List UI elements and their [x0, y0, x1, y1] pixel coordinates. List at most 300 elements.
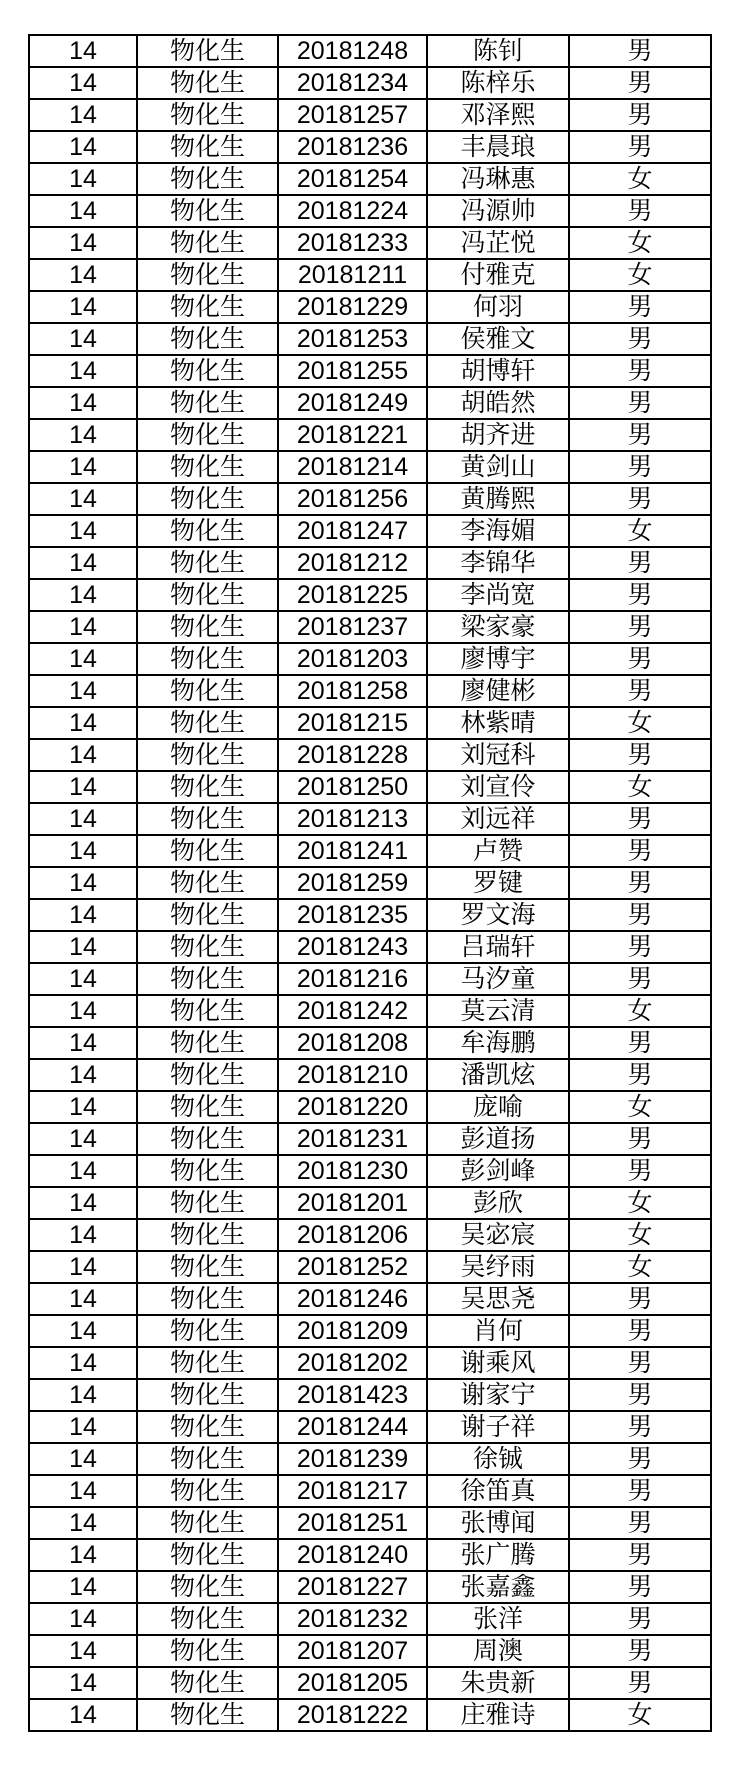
student-name-cell: 冯琳惠: [427, 163, 569, 195]
gender-cell: 男: [569, 1315, 711, 1347]
class-number-cell: 14: [29, 1443, 137, 1475]
student-id-cell: 20181232: [278, 1603, 427, 1635]
gender-cell: 男: [569, 1603, 711, 1635]
class-number-cell: 14: [29, 419, 137, 451]
student-name-cell: 张广腾: [427, 1539, 569, 1571]
subject-combination-cell: 物化生: [137, 195, 278, 227]
subject-combination-cell: 物化生: [137, 963, 278, 995]
class-number-cell: 14: [29, 611, 137, 643]
student-name-cell: 罗文海: [427, 899, 569, 931]
table-row: [29, 1699, 711, 1731]
subject-combination-cell: 物化生: [137, 1059, 278, 1091]
student-name-cell: 徐铖: [427, 1443, 569, 1475]
table-row: [29, 1091, 711, 1123]
gender-cell: 男: [569, 131, 711, 163]
student-name-cell: 邓泽熙: [427, 99, 569, 131]
subject-combination-cell: 物化生: [137, 1027, 278, 1059]
class-number-cell: 14: [29, 163, 137, 195]
gender-cell: 男: [569, 451, 711, 483]
subject-combination-cell: 物化生: [137, 515, 278, 547]
student-id-cell: 20181228: [278, 739, 427, 771]
class-number-cell: 14: [29, 1059, 137, 1091]
table-row: [29, 1379, 711, 1411]
student-name-cell: 林紫晴: [427, 707, 569, 739]
gender-cell: 女: [569, 1091, 711, 1123]
student-id-cell: 20181249: [278, 387, 427, 419]
gender-cell: 男: [569, 1539, 711, 1571]
class-number-cell: 14: [29, 291, 137, 323]
table-row: [29, 131, 711, 163]
subject-combination-cell: 物化生: [137, 131, 278, 163]
gender-cell: 男: [569, 99, 711, 131]
subject-combination-cell: 物化生: [137, 1283, 278, 1315]
class-number-cell: 14: [29, 131, 137, 163]
gender-cell: 男: [569, 1635, 711, 1667]
student-id-cell: 20181208: [278, 1027, 427, 1059]
student-id-cell: 20181235: [278, 899, 427, 931]
gender-cell: 女: [569, 771, 711, 803]
student-id-cell: 20181242: [278, 995, 427, 1027]
student-name-cell: 李锦华: [427, 547, 569, 579]
table-row: [29, 1635, 711, 1667]
student-name-cell: 刘冠科: [427, 739, 569, 771]
student-name-cell: 张博闻: [427, 1507, 569, 1539]
subject-combination-cell: 物化生: [137, 163, 278, 195]
student-name-cell: 何羽: [427, 291, 569, 323]
table-row: [29, 995, 711, 1027]
subject-combination-cell: 物化生: [137, 547, 278, 579]
subject-combination-cell: 物化生: [137, 835, 278, 867]
gender-cell: 男: [569, 579, 711, 611]
subject-combination-cell: 物化生: [137, 675, 278, 707]
subject-combination-cell: 物化生: [137, 995, 278, 1027]
subject-combination-cell: 物化生: [137, 739, 278, 771]
gender-cell: 男: [569, 1059, 711, 1091]
class-number-cell: 14: [29, 1091, 137, 1123]
student-id-cell: 20181246: [278, 1283, 427, 1315]
student-name-cell: 牟海鹏: [427, 1027, 569, 1059]
class-number-cell: 14: [29, 1539, 137, 1571]
gender-cell: 男: [569, 1507, 711, 1539]
student-id-cell: 20181214: [278, 451, 427, 483]
student-name-cell: 胡皓然: [427, 387, 569, 419]
student-id-cell: 20181229: [278, 291, 427, 323]
student-name-cell: 朱贵新: [427, 1667, 569, 1699]
class-number-cell: 14: [29, 1219, 137, 1251]
student-name-cell: 冯源帅: [427, 195, 569, 227]
gender-cell: 男: [569, 1155, 711, 1187]
student-name-cell: 李尚宽: [427, 579, 569, 611]
class-number-cell: 14: [29, 387, 137, 419]
subject-combination-cell: 物化生: [137, 1667, 278, 1699]
class-number-cell: 14: [29, 1123, 137, 1155]
gender-cell: 男: [569, 1283, 711, 1315]
student-id-cell: 20181252: [278, 1251, 427, 1283]
student-id-cell: 20181423: [278, 1379, 427, 1411]
table-row: [29, 291, 711, 323]
student-id-cell: 20181234: [278, 67, 427, 99]
subject-combination-cell: 物化生: [137, 771, 278, 803]
gender-cell: 女: [569, 515, 711, 547]
table-row: [29, 227, 711, 259]
subject-combination-cell: 物化生: [137, 483, 278, 515]
student-name-cell: 庞喻: [427, 1091, 569, 1123]
class-number-cell: 14: [29, 803, 137, 835]
gender-cell: 女: [569, 1699, 711, 1731]
subject-combination-cell: 物化生: [137, 579, 278, 611]
student-id-cell: 20181221: [278, 419, 427, 451]
class-number-cell: 14: [29, 1187, 137, 1219]
table-row: [29, 1475, 711, 1507]
student-id-cell: 20181216: [278, 963, 427, 995]
class-number-cell: 14: [29, 355, 137, 387]
table-row: [29, 803, 711, 835]
gender-cell: 女: [569, 995, 711, 1027]
student-name-cell: 刘宣伶: [427, 771, 569, 803]
table-row: [29, 67, 711, 99]
gender-cell: 男: [569, 195, 711, 227]
gender-cell: 男: [569, 1027, 711, 1059]
student-id-cell: 20181251: [278, 1507, 427, 1539]
student-name-cell: 徐笛真: [427, 1475, 569, 1507]
student-id-cell: 20181209: [278, 1315, 427, 1347]
student-id-cell: 20181210: [278, 1059, 427, 1091]
subject-combination-cell: 物化生: [137, 867, 278, 899]
table-row: [29, 195, 711, 227]
student-name-cell: 侯雅文: [427, 323, 569, 355]
student-id-cell: 20181230: [278, 1155, 427, 1187]
table-row: [29, 707, 711, 739]
subject-combination-cell: 物化生: [137, 1251, 278, 1283]
gender-cell: 女: [569, 1219, 711, 1251]
subject-combination-cell: 物化生: [137, 291, 278, 323]
student-id-cell: 20181253: [278, 323, 427, 355]
class-number-cell: 14: [29, 99, 137, 131]
class-number-cell: 14: [29, 1315, 137, 1347]
subject-combination-cell: 物化生: [137, 355, 278, 387]
student-name-cell: 梁家豪: [427, 611, 569, 643]
student-name-cell: 吴纾雨: [427, 1251, 569, 1283]
subject-combination-cell: 物化生: [137, 1507, 278, 1539]
student-name-cell: 吴宓宸: [427, 1219, 569, 1251]
subject-combination-cell: 物化生: [137, 1379, 278, 1411]
subject-combination-cell: 物化生: [137, 1603, 278, 1635]
table-row: [29, 643, 711, 675]
gender-cell: 男: [569, 643, 711, 675]
table-row: [29, 99, 711, 131]
table-row: [29, 387, 711, 419]
gender-cell: 男: [569, 803, 711, 835]
student-name-cell: 黄剑山: [427, 451, 569, 483]
class-number-cell: 14: [29, 707, 137, 739]
gender-cell: 男: [569, 483, 711, 515]
table-row: [29, 739, 711, 771]
class-number-cell: 14: [29, 579, 137, 611]
student-id-cell: 20181259: [278, 867, 427, 899]
student-id-cell: 20181233: [278, 227, 427, 259]
subject-combination-cell: 物化生: [137, 323, 278, 355]
table-row: [29, 1283, 711, 1315]
table-row: [29, 963, 711, 995]
student-name-cell: 肖何: [427, 1315, 569, 1347]
student-id-cell: 20181205: [278, 1667, 427, 1699]
student-id-cell: 20181240: [278, 1539, 427, 1571]
subject-combination-cell: 物化生: [137, 1347, 278, 1379]
student-id-cell: 20181222: [278, 1699, 427, 1731]
student-id-cell: 20181220: [278, 1091, 427, 1123]
gender-cell: 男: [569, 387, 711, 419]
subject-combination-cell: 物化生: [137, 611, 278, 643]
subject-combination-cell: 物化生: [137, 1219, 278, 1251]
gender-cell: 男: [569, 355, 711, 387]
student-name-cell: 张嘉鑫: [427, 1571, 569, 1603]
table-row: [29, 1251, 711, 1283]
table-row: [29, 931, 711, 963]
gender-cell: 男: [569, 1443, 711, 1475]
class-number-cell: 14: [29, 195, 137, 227]
gender-cell: 男: [569, 1123, 711, 1155]
subject-combination-cell: 物化生: [137, 803, 278, 835]
subject-combination-cell: 物化生: [137, 1699, 278, 1731]
table-row: [29, 163, 711, 195]
table-row: [29, 483, 711, 515]
student-name-cell: 谢乘风: [427, 1347, 569, 1379]
table-row: [29, 1187, 711, 1219]
student-name-cell: 陈梓乐: [427, 67, 569, 99]
student-name-cell: 彭欣: [427, 1187, 569, 1219]
gender-cell: 男: [569, 1571, 711, 1603]
student-id-cell: 20181257: [278, 99, 427, 131]
gender-cell: 男: [569, 739, 711, 771]
student-id-cell: 20181212: [278, 547, 427, 579]
student-id-cell: 20181201: [278, 1187, 427, 1219]
table-row: [29, 1027, 711, 1059]
student-name-cell: 付雅克: [427, 259, 569, 291]
subject-combination-cell: 物化生: [137, 1635, 278, 1667]
student-name-cell: 莫云清: [427, 995, 569, 1027]
student-id-cell: 20181243: [278, 931, 427, 963]
student-roster-table: [28, 34, 712, 1732]
subject-combination-cell: 物化生: [137, 35, 278, 67]
class-number-cell: 14: [29, 67, 137, 99]
class-number-cell: 14: [29, 1475, 137, 1507]
subject-combination-cell: 物化生: [137, 387, 278, 419]
gender-cell: 男: [569, 611, 711, 643]
class-number-cell: 14: [29, 1155, 137, 1187]
subject-combination-cell: 物化生: [137, 451, 278, 483]
student-id-cell: 20181203: [278, 643, 427, 675]
student-name-cell: 吴思尧: [427, 1283, 569, 1315]
gender-cell: 男: [569, 1667, 711, 1699]
student-id-cell: 20181250: [278, 771, 427, 803]
table-row: [29, 867, 711, 899]
gender-cell: 男: [569, 835, 711, 867]
table-row: [29, 1315, 711, 1347]
table-row: [29, 259, 711, 291]
student-id-cell: 20181237: [278, 611, 427, 643]
student-name-cell: 廖健彬: [427, 675, 569, 707]
gender-cell: 女: [569, 227, 711, 259]
gender-cell: 男: [569, 547, 711, 579]
student-id-cell: 20181236: [278, 131, 427, 163]
student-name-cell: 潘凯炫: [427, 1059, 569, 1091]
student-id-cell: 20181254: [278, 163, 427, 195]
subject-combination-cell: 物化生: [137, 899, 278, 931]
table-row: [29, 1539, 711, 1571]
class-number-cell: 14: [29, 1347, 137, 1379]
class-number-cell: 14: [29, 515, 137, 547]
gender-cell: 女: [569, 1251, 711, 1283]
student-name-cell: 廖博宇: [427, 643, 569, 675]
student-name-cell: 马汐童: [427, 963, 569, 995]
student-id-cell: 20181211: [278, 259, 427, 291]
student-id-cell: 20181215: [278, 707, 427, 739]
roster-body: [29, 35, 711, 1731]
student-name-cell: 彭道扬: [427, 1123, 569, 1155]
gender-cell: 男: [569, 291, 711, 323]
class-number-cell: 14: [29, 259, 137, 291]
student-name-cell: 周澳: [427, 1635, 569, 1667]
gender-cell: 男: [569, 963, 711, 995]
class-number-cell: 14: [29, 931, 137, 963]
subject-combination-cell: 物化生: [137, 419, 278, 451]
student-id-cell: 20181206: [278, 1219, 427, 1251]
table-row: [29, 899, 711, 931]
gender-cell: 男: [569, 67, 711, 99]
student-id-cell: 20181256: [278, 483, 427, 515]
class-number-cell: 14: [29, 995, 137, 1027]
student-id-cell: 20181227: [278, 1571, 427, 1603]
student-name-cell: 冯芷悦: [427, 227, 569, 259]
class-number-cell: 14: [29, 1283, 137, 1315]
student-id-cell: 20181224: [278, 195, 427, 227]
class-number-cell: 14: [29, 1667, 137, 1699]
student-name-cell: 李海媚: [427, 515, 569, 547]
table-row: [29, 547, 711, 579]
class-number-cell: 14: [29, 1603, 137, 1635]
subject-combination-cell: 物化生: [137, 1443, 278, 1475]
table-row: [29, 1219, 711, 1251]
subject-combination-cell: 物化生: [137, 1571, 278, 1603]
gender-cell: 男: [569, 1411, 711, 1443]
student-name-cell: 庄雅诗: [427, 1699, 569, 1731]
table-row: [29, 675, 711, 707]
student-name-cell: 胡博轩: [427, 355, 569, 387]
class-number-cell: 14: [29, 547, 137, 579]
table-row: [29, 323, 711, 355]
student-name-cell: 吕瑞轩: [427, 931, 569, 963]
student-name-cell: 彭剑峰: [427, 1155, 569, 1187]
student-name-cell: 张洋: [427, 1603, 569, 1635]
student-name-cell: 谢家宁: [427, 1379, 569, 1411]
student-id-cell: 20181248: [278, 35, 427, 67]
class-number-cell: 14: [29, 1571, 137, 1603]
student-id-cell: 20181247: [278, 515, 427, 547]
table-row: [29, 1571, 711, 1603]
student-id-cell: 20181258: [278, 675, 427, 707]
table-row: [29, 611, 711, 643]
class-number-cell: 14: [29, 739, 137, 771]
class-number-cell: 14: [29, 643, 137, 675]
table-row: [29, 771, 711, 803]
subject-combination-cell: 物化生: [137, 67, 278, 99]
class-number-cell: 14: [29, 1379, 137, 1411]
subject-combination-cell: 物化生: [137, 259, 278, 291]
subject-combination-cell: 物化生: [137, 1411, 278, 1443]
class-number-cell: 14: [29, 227, 137, 259]
class-number-cell: 14: [29, 451, 137, 483]
gender-cell: 男: [569, 1379, 711, 1411]
gender-cell: 男: [569, 931, 711, 963]
class-number-cell: 14: [29, 483, 137, 515]
class-number-cell: 14: [29, 771, 137, 803]
table-row: [29, 1123, 711, 1155]
student-name-cell: 卢赞: [427, 835, 569, 867]
gender-cell: 女: [569, 1187, 711, 1219]
class-number-cell: 14: [29, 35, 137, 67]
table-row: [29, 1603, 711, 1635]
class-number-cell: 14: [29, 1411, 137, 1443]
subject-combination-cell: 物化生: [137, 1315, 278, 1347]
subject-combination-cell: 物化生: [137, 1155, 278, 1187]
gender-cell: 女: [569, 707, 711, 739]
table-row: [29, 515, 711, 547]
student-id-cell: 20181244: [278, 1411, 427, 1443]
class-number-cell: 14: [29, 675, 137, 707]
gender-cell: 男: [569, 867, 711, 899]
table-row: [29, 35, 711, 67]
subject-combination-cell: 物化生: [137, 1187, 278, 1219]
class-number-cell: 14: [29, 899, 137, 931]
table-row: [29, 1443, 711, 1475]
class-number-cell: 14: [29, 1027, 137, 1059]
class-number-cell: 14: [29, 1635, 137, 1667]
class-number-cell: 14: [29, 835, 137, 867]
student-id-cell: 20181225: [278, 579, 427, 611]
subject-combination-cell: 物化生: [137, 1539, 278, 1571]
class-number-cell: 14: [29, 1507, 137, 1539]
gender-cell: 男: [569, 323, 711, 355]
student-id-cell: 20181239: [278, 1443, 427, 1475]
student-id-cell: 20181217: [278, 1475, 427, 1507]
student-name-cell: 陈钊: [427, 35, 569, 67]
class-number-cell: 14: [29, 963, 137, 995]
table-row: [29, 1155, 711, 1187]
table-row: [29, 419, 711, 451]
table-row: [29, 835, 711, 867]
gender-cell: 男: [569, 899, 711, 931]
class-number-cell: 14: [29, 1699, 137, 1731]
table-row: [29, 1507, 711, 1539]
subject-combination-cell: 物化生: [137, 1475, 278, 1507]
student-id-cell: 20181213: [278, 803, 427, 835]
class-number-cell: 14: [29, 323, 137, 355]
gender-cell: 男: [569, 1475, 711, 1507]
table-row: [29, 355, 711, 387]
student-id-cell: 20181231: [278, 1123, 427, 1155]
student-id-cell: 20181255: [278, 355, 427, 387]
student-name-cell: 胡齐进: [427, 419, 569, 451]
student-id-cell: 20181241: [278, 835, 427, 867]
table-row: [29, 1347, 711, 1379]
subject-combination-cell: 物化生: [137, 931, 278, 963]
student-name-cell: 罗键: [427, 867, 569, 899]
gender-cell: 男: [569, 35, 711, 67]
table-row: [29, 1059, 711, 1091]
student-name-cell: 刘远祥: [427, 803, 569, 835]
gender-cell: 女: [569, 163, 711, 195]
student-id-cell: 20181202: [278, 1347, 427, 1379]
